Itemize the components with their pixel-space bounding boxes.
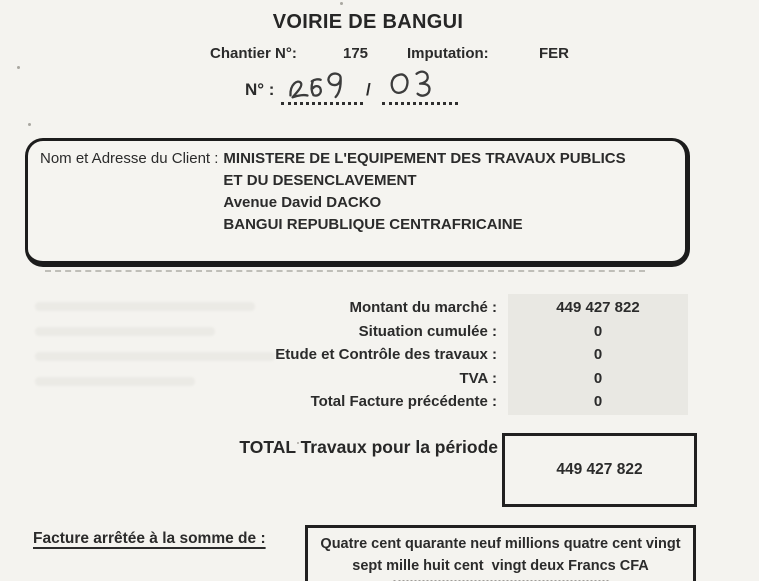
summary-row-label: Montant du marché :: [349, 299, 497, 316]
summary-row-value: 0: [593, 369, 603, 387]
summary-row: [0, 343, 759, 367]
imputation-value: FER: [539, 45, 569, 62]
client-address-lines: [223, 148, 625, 236]
summary-table: [0, 296, 759, 414]
scan-speck: [340, 2, 343, 5]
summary-row-value: 0: [593, 322, 603, 340]
total-period-value: 449 427 822: [556, 461, 643, 478]
summary-row-label: TVA :: [459, 369, 497, 387]
total-period-value-box: [502, 433, 697, 507]
summary-row-value: 449 427 822: [556, 299, 640, 316]
summary-row: [0, 367, 759, 391]
chantier-number-label: Chantier N°:: [210, 45, 297, 62]
summary-row-label: Situation cumulée :: [358, 322, 497, 340]
page-title: VOIRIE DE BANGUI: [272, 11, 464, 33]
total-period-label: TOTAL Travaux pour la période: [239, 437, 498, 457]
invoice-number-separator: /: [366, 80, 371, 99]
scan-speck: [17, 66, 20, 69]
summary-row: [0, 390, 759, 414]
summary-row-value: 0: [593, 346, 603, 363]
client-address-line: BANGUI REPUBLIQUE CENTRAFRICAINE: [223, 216, 523, 233]
invoice-number-label: N° :: [245, 80, 275, 99]
summary-row-label: Etude et Contrôle des travaux :: [275, 346, 497, 363]
summary-row-label: Total Facture précédente :: [310, 393, 497, 410]
client-address-line: ET DU DESENCLAVEMENT: [223, 172, 417, 189]
scan-shadow-line: [45, 270, 645, 272]
amount-in-words-line: Quatre cent quarante neuf millions quatre cent vingt: [320, 536, 681, 552]
scan-speck: [28, 123, 31, 126]
handwritten-number-03: [386, 66, 440, 101]
amount-in-words-line: sept mille huit cent vingt deux Francs CFA: [352, 557, 649, 574]
client-address-label: Nom et Adresse du Client :: [40, 150, 219, 167]
client-address-line: Avenue David DACKO: [223, 194, 382, 211]
imputation-label: Imputation:: [407, 45, 489, 62]
client-address-box: [25, 138, 690, 267]
amount-in-words-label: Facture arrêtée à la somme de :: [33, 530, 266, 547]
summary-row-value: 0: [593, 393, 603, 410]
summary-row: [0, 296, 759, 320]
amount-in-words-box: [305, 525, 696, 581]
chantier-number-value: 175: [343, 45, 369, 62]
client-address-line: MINISTERE DE L'EQUIPEMENT DES TRAVAUX PUBLICS: [223, 150, 626, 167]
summary-row: [0, 320, 759, 344]
handwritten-number-259: [285, 67, 349, 104]
